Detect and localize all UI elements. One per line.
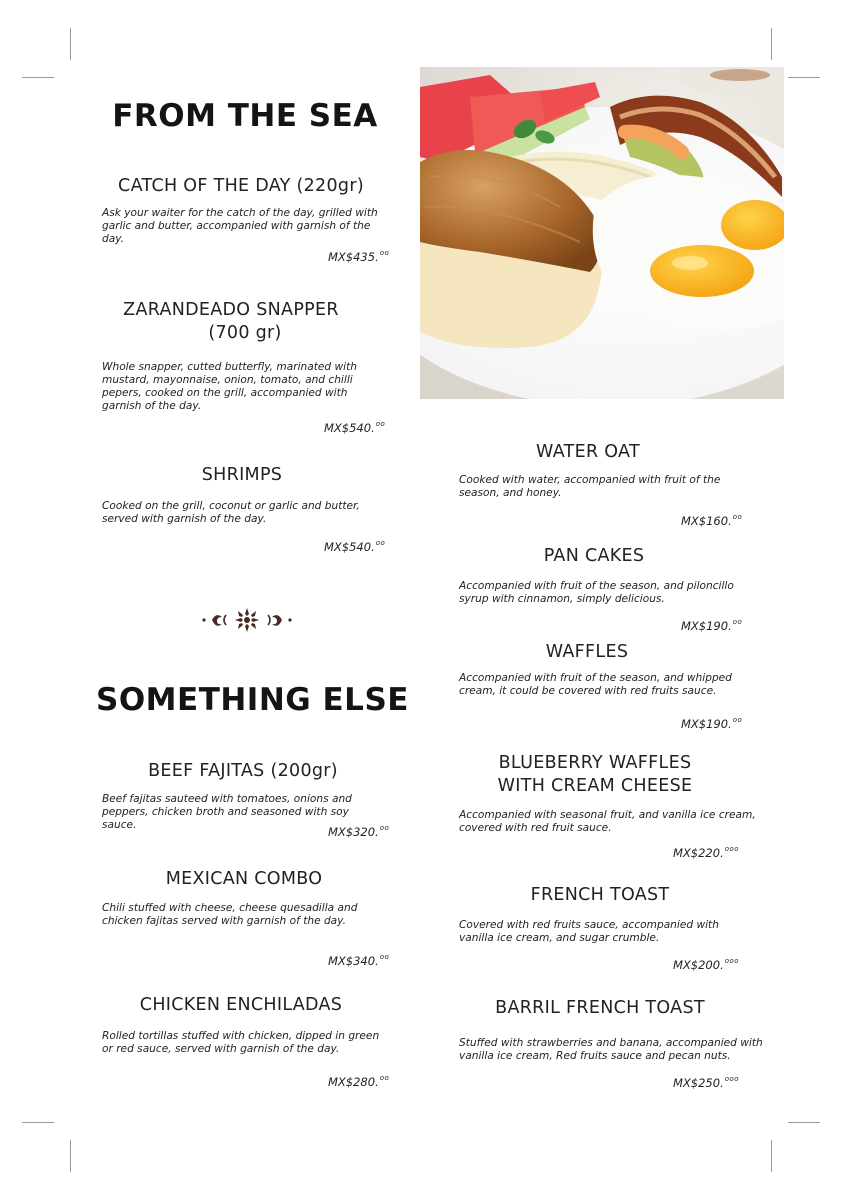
crop-mark xyxy=(70,28,71,60)
menu-item-description: Accompanied with fruit of the season, and piloncillo syrup with cinnamon, simply delicious. xyxy=(459,580,734,605)
menu-item-name: WAFFLES xyxy=(545,642,629,662)
menu-item-description: Chili stuffed with cheese, cheese quesadilla and chicken fajitas served with garnish of the day. xyxy=(102,902,358,927)
menu-item-price: MX$540.$^{oo}$ xyxy=(324,420,386,435)
crop-mark xyxy=(22,1122,54,1123)
menu-item-price: MX$190.$^{oo}$ xyxy=(681,618,743,633)
menu-item-price: MX$220.$^{ooo}$ xyxy=(673,845,740,860)
menu-item-description: Covered with red fruits sauce, accompanied with vanilla ice cream, and sugar crumble. xyxy=(459,919,719,944)
ornament-divider-icon xyxy=(200,603,294,637)
menu-item-name: SHRIMPS xyxy=(201,465,283,485)
menu-item-name: PAN CAKES xyxy=(543,546,645,566)
menu-item-name: BARRIL FRENCH TOAST xyxy=(495,998,705,1018)
breakfast-photo-icon xyxy=(420,67,784,399)
menu-item-price: MX$250.$^{ooo}$ xyxy=(673,1075,740,1090)
menu-item-price: MX$320.$^{oo}$ xyxy=(328,824,390,839)
menu-item-description: Cooked on the grill, coconut or garlic and butter, served with garnish of the day. xyxy=(102,500,360,525)
menu-item-description: Accompanied with fruit of the season, and whipped cream, it could be covered with red fruits sauce. xyxy=(459,672,732,697)
menu-item-name: MEXICAN COMBO xyxy=(165,869,323,889)
section-title-something-else: SOMETHING ELSE xyxy=(96,682,409,718)
crop-mark xyxy=(771,1140,772,1172)
breakfast-photo xyxy=(420,67,784,399)
menu-item-name-line2: (700 gr) xyxy=(208,323,282,343)
menu-item-price: MX$190.$^{oo}$ xyxy=(681,716,743,731)
menu-item-price: MX$200.$^{ooo}$ xyxy=(673,957,740,972)
crop-mark xyxy=(22,77,54,78)
menu-item-description: Stuffed with strawberries and banana, accompanied with vanilla ice cream, Red fruits sauce and pecan nuts. xyxy=(459,1037,763,1062)
menu-item-description: Beef fajitas sauteed with tomatoes, onions and peppers, chicken broth and seasoned with soy sauce. xyxy=(102,793,352,831)
menu-item-description: Cooked with water, accompanied with fruit of the season, and honey. xyxy=(459,474,721,499)
menu-item-name: BEEF FAJITAS (200gr) xyxy=(148,761,338,781)
menu-item-price: MX$435.$^{oo}$ xyxy=(328,249,390,264)
crop-mark xyxy=(788,1122,820,1123)
crop-mark xyxy=(788,77,820,78)
menu-item-name-line2: WITH CREAM CHEESE xyxy=(497,776,693,796)
menu-item-name: CHICKEN ENCHILADAS xyxy=(139,995,343,1015)
menu-item-name: WATER OAT xyxy=(536,442,640,462)
menu-item-description: Whole snapper, cutted butterfly, marinated with mustard, mayonnaise, onion, tomato, and chilli pepers, cooked on the grill, accompanied with garnish of the day. xyxy=(102,361,357,412)
menu-item-description: Rolled tortillas stuffed with chicken, dipped in green or red sauce, served with garnish of the day. xyxy=(102,1030,380,1055)
section-title-sea: FROM THE SEA xyxy=(112,98,378,134)
crop-mark xyxy=(70,1140,71,1172)
menu-item-name: BLUEBERRY WAFFLES xyxy=(498,753,692,773)
menu-item-name: ZARANDEADO SNAPPER xyxy=(123,300,339,320)
menu-item-price: MX$340.$^{oo}$ xyxy=(328,953,390,968)
menu-item-name: CATCH OF THE DAY (220gr) xyxy=(118,176,364,196)
menu-item-price: MX$540.$^{oo}$ xyxy=(324,539,386,554)
menu-item-name: FRENCH TOAST xyxy=(530,885,670,905)
menu-item-price: MX$280.$^{oo}$ xyxy=(328,1074,390,1089)
menu-item-price: MX$160.$^{oo}$ xyxy=(681,513,743,528)
menu-item-description: Ask your waiter for the catch of the day, grilled with garlic and butter, accompanied with garnish of the day. xyxy=(102,207,378,245)
crop-mark xyxy=(771,28,772,60)
menu-item-description: Accompanied with seasonal fruit, and vanilla ice cream, covered with red fruit sauce. xyxy=(459,809,756,834)
